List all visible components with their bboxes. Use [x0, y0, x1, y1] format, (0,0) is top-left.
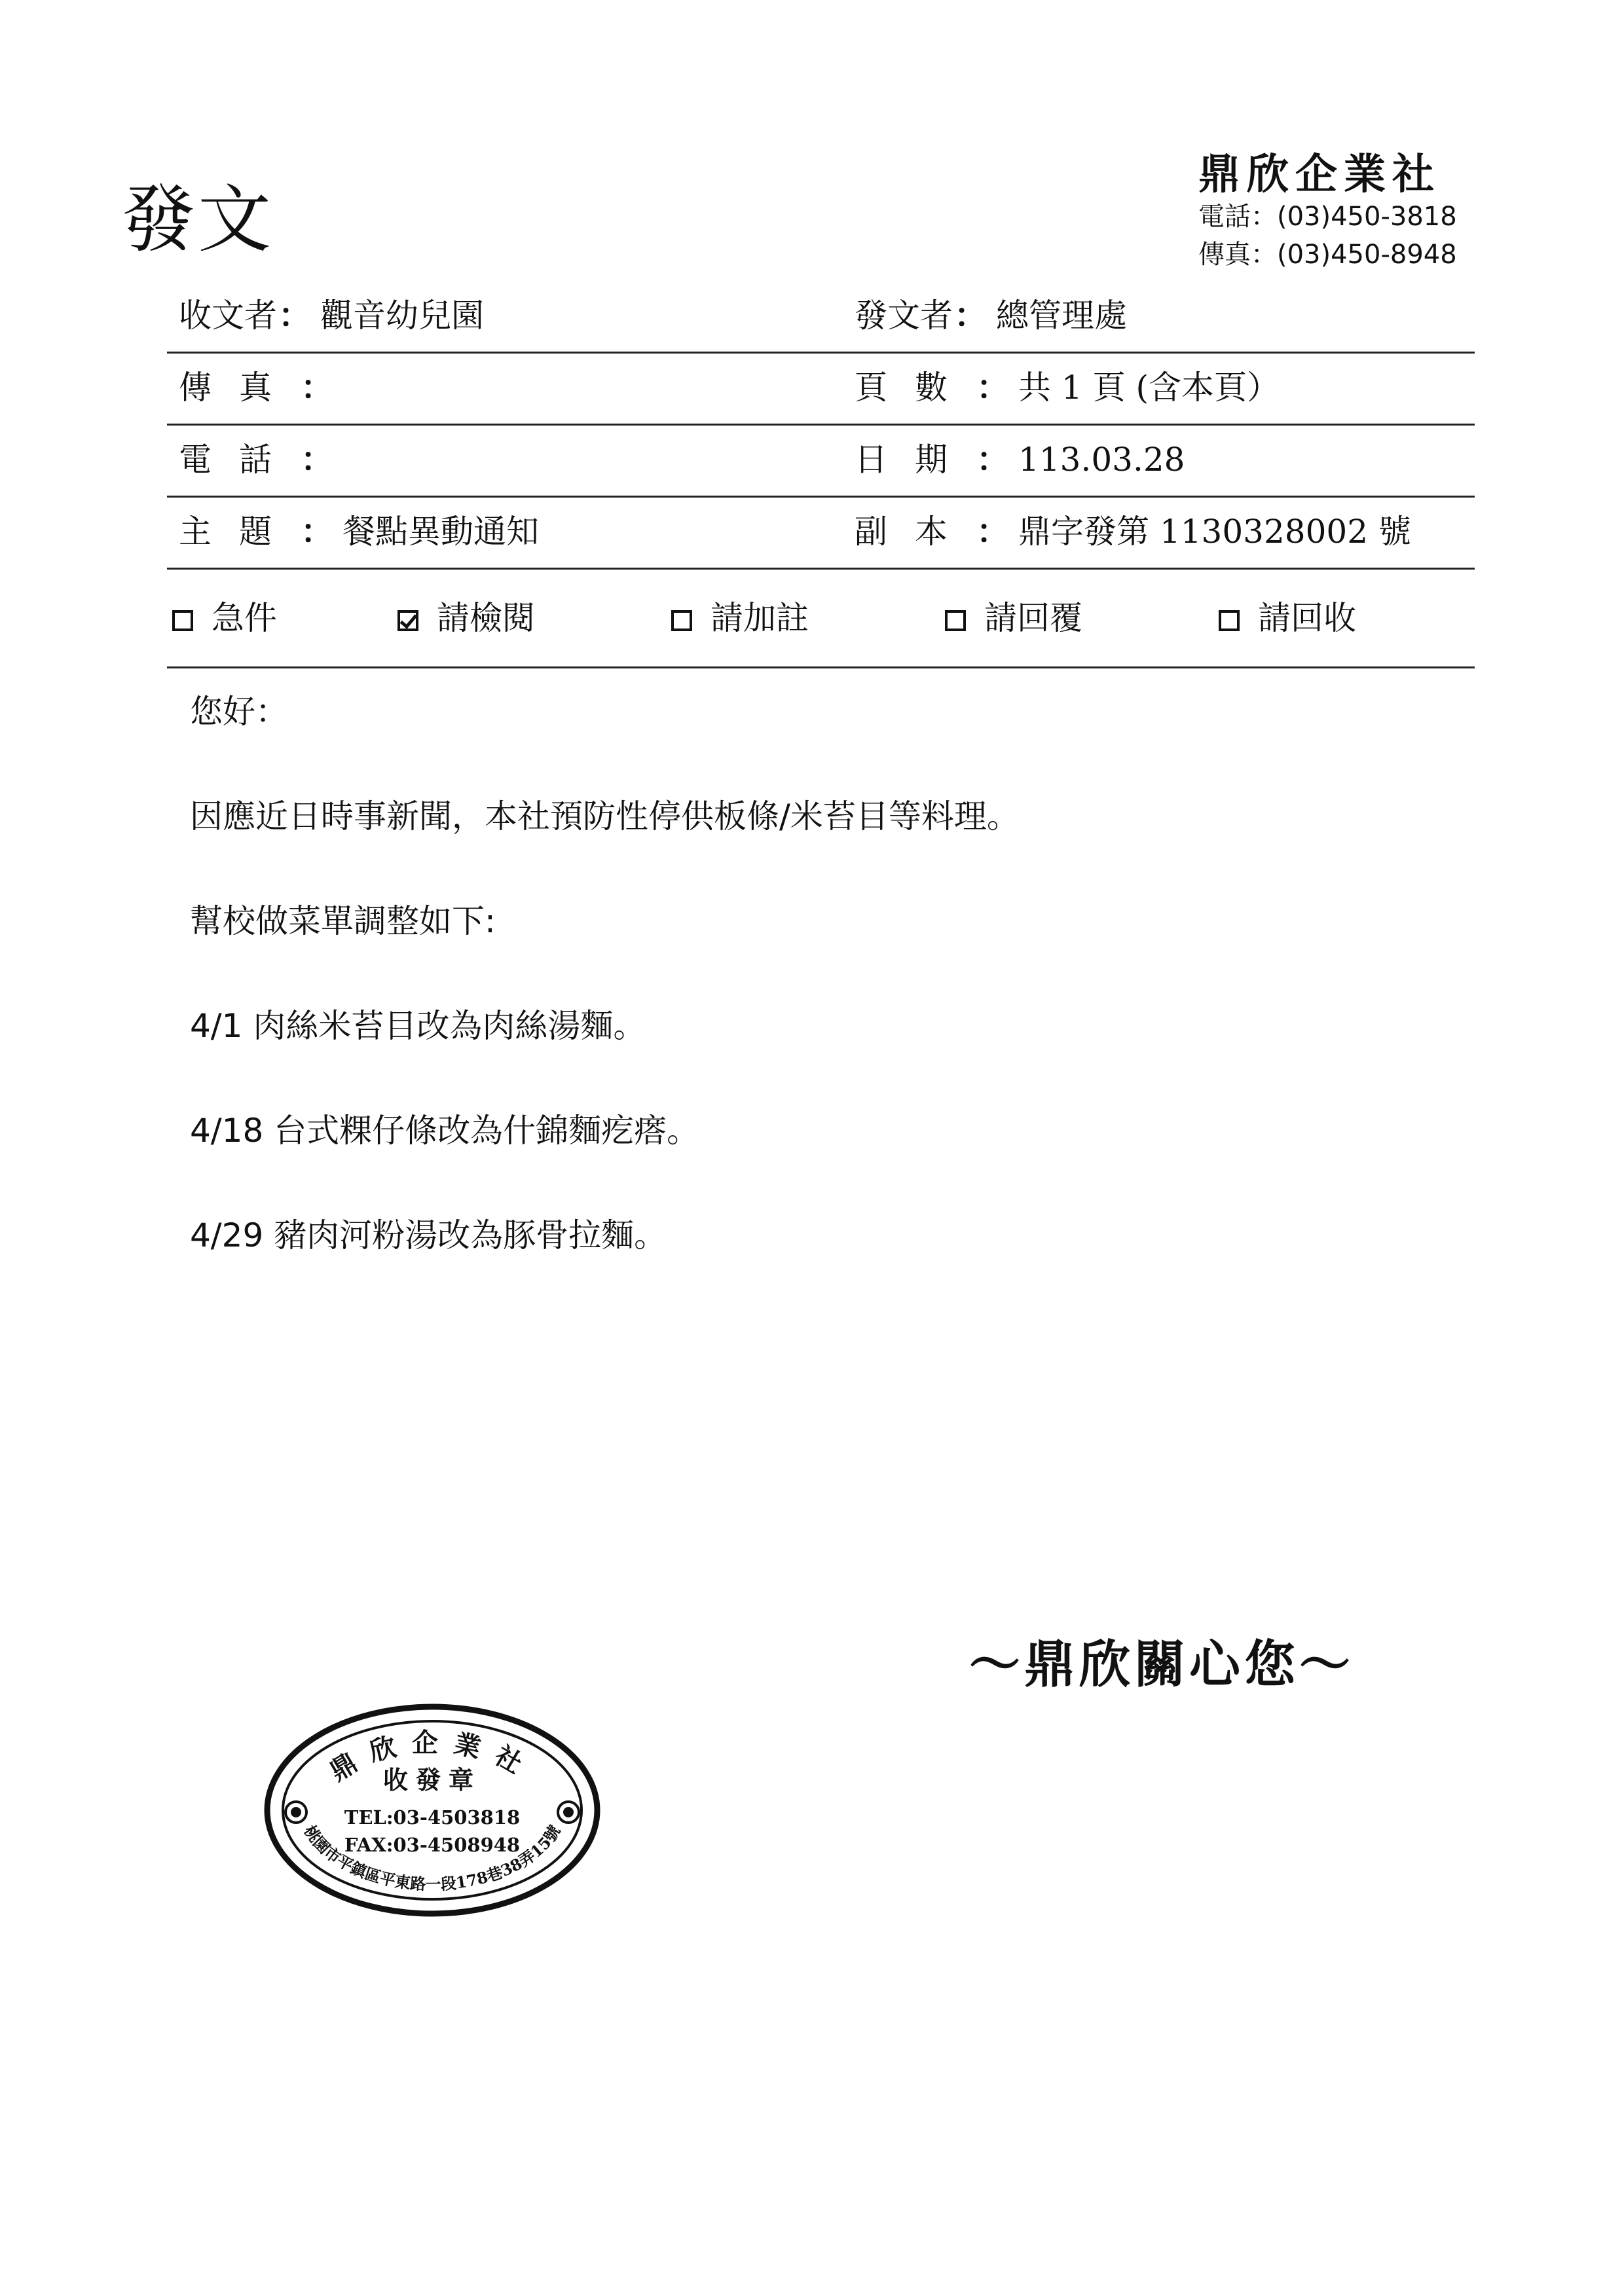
- copy-label: 副本: [855, 513, 975, 551]
- body-line: 幫校做菜單調整如下:: [190, 902, 496, 940]
- check-annotate[interactable]: [671, 597, 809, 639]
- recipient-colon: ：: [278, 296, 311, 335]
- check-review-label: 請檢閱: [437, 599, 535, 637]
- phone-label: 電話: [179, 441, 299, 479]
- pages-colon: ：: [976, 368, 1009, 407]
- meta-row-fax: [167, 354, 1475, 426]
- check-recycle-label: 請回收: [1258, 599, 1356, 637]
- phone-colon: ：: [301, 440, 333, 479]
- fax-colon: ：: [301, 368, 333, 407]
- company-phone-value: (03)450-3818: [1277, 202, 1457, 232]
- company-seal-stamp: [262, 1702, 602, 1918]
- sender-label: 發文者: [855, 297, 953, 335]
- subject-field: [179, 511, 539, 553]
- check-urgent[interactable]: [172, 597, 277, 639]
- svg-text:FAX:03-4508948: FAX:03-4508948: [344, 1834, 521, 1856]
- check-reply-label: 請回覆: [984, 599, 1082, 637]
- fax-field: [179, 367, 342, 409]
- date-value: 113.03.28: [1018, 441, 1185, 479]
- company-name: 鼎欣企業社: [1198, 151, 1441, 199]
- company-phone-label: 電話：: [1198, 202, 1277, 232]
- checkbox-checked-icon: [397, 610, 418, 631]
- checkbox-icon: [945, 610, 966, 631]
- meta-row-subject: [167, 498, 1475, 570]
- copy-field: [855, 511, 1411, 553]
- pages-field: [855, 367, 1280, 409]
- sender-field: [855, 295, 1127, 337]
- closing-signoff: ～鼎欣關心您～: [969, 1635, 1355, 1694]
- company-phone: [1198, 198, 1473, 236]
- checkbox-icon: [671, 610, 692, 631]
- date-label: 日期: [855, 441, 975, 479]
- meta-row-recipient: [167, 282, 1475, 354]
- recipient-field: [179, 295, 484, 337]
- svg-text:收發章: 收發章: [382, 1765, 482, 1795]
- recipient-label: 收文者: [179, 297, 277, 335]
- check-reply[interactable]: [945, 597, 1082, 639]
- company-fax-value: (03)450-8948: [1277, 240, 1457, 270]
- subject-value: 餐點異動通知: [342, 513, 539, 551]
- copy-colon: ：: [976, 512, 1009, 551]
- phone-field: [179, 439, 342, 481]
- greeting: 您好：: [190, 693, 288, 731]
- meta-row-phone: [167, 426, 1475, 498]
- svg-text:TEL:03-4503818: TEL:03-4503818: [344, 1806, 521, 1829]
- check-urgent-label: 急件: [212, 599, 277, 637]
- body-line: 4/29 豬肉河粉湯改為豚骨拉麵。: [190, 1216, 667, 1254]
- checkbox-icon: [172, 610, 193, 631]
- fax-label: 傳真: [179, 369, 299, 407]
- memo-header-table: [167, 282, 1475, 668]
- check-annotate-label: 請加註: [710, 599, 809, 637]
- subject-label: 主題: [179, 513, 299, 551]
- pages-label: 頁數: [855, 369, 975, 407]
- copy-value: 鼎字發第 1130328002 號: [1018, 513, 1411, 551]
- body-line: 4/1 肉絲米苔目改為肉絲湯麵。: [190, 1007, 646, 1045]
- check-recycle[interactable]: [1219, 597, 1356, 639]
- body-line: 因應近日時事新聞，本社預防性停供板條/米苔目等料理。: [190, 797, 1020, 835]
- svg-text:鼎欣企業社: 鼎欣企業社: [324, 1727, 540, 1787]
- sender-colon: ：: [954, 296, 987, 335]
- date-field: [855, 439, 1185, 481]
- svg-text:桃園市平鎮區平東路一段178巷38弄15號: 桃園市平鎮區平東路一段178巷38弄15號: [300, 1821, 564, 1894]
- date-colon: ：: [976, 440, 1009, 479]
- company-header: [1198, 152, 1473, 274]
- company-fax-label: 傳真：: [1198, 240, 1277, 270]
- check-review[interactable]: [397, 597, 535, 639]
- handling-checkboxes: [167, 570, 1475, 668]
- recipient-value: 觀音幼兒園: [320, 297, 484, 335]
- pages-value: 共 1 頁 (含本頁）: [1018, 369, 1280, 407]
- sender-value: 總管理處: [996, 297, 1127, 335]
- checkbox-icon: [1219, 610, 1240, 631]
- subject-colon: ：: [301, 512, 333, 551]
- company-fax: [1198, 236, 1473, 274]
- document-title: 發文: [122, 177, 274, 263]
- body-line: 4/18 台式粿仔條改為什錦麵疙瘩。: [190, 1112, 700, 1150]
